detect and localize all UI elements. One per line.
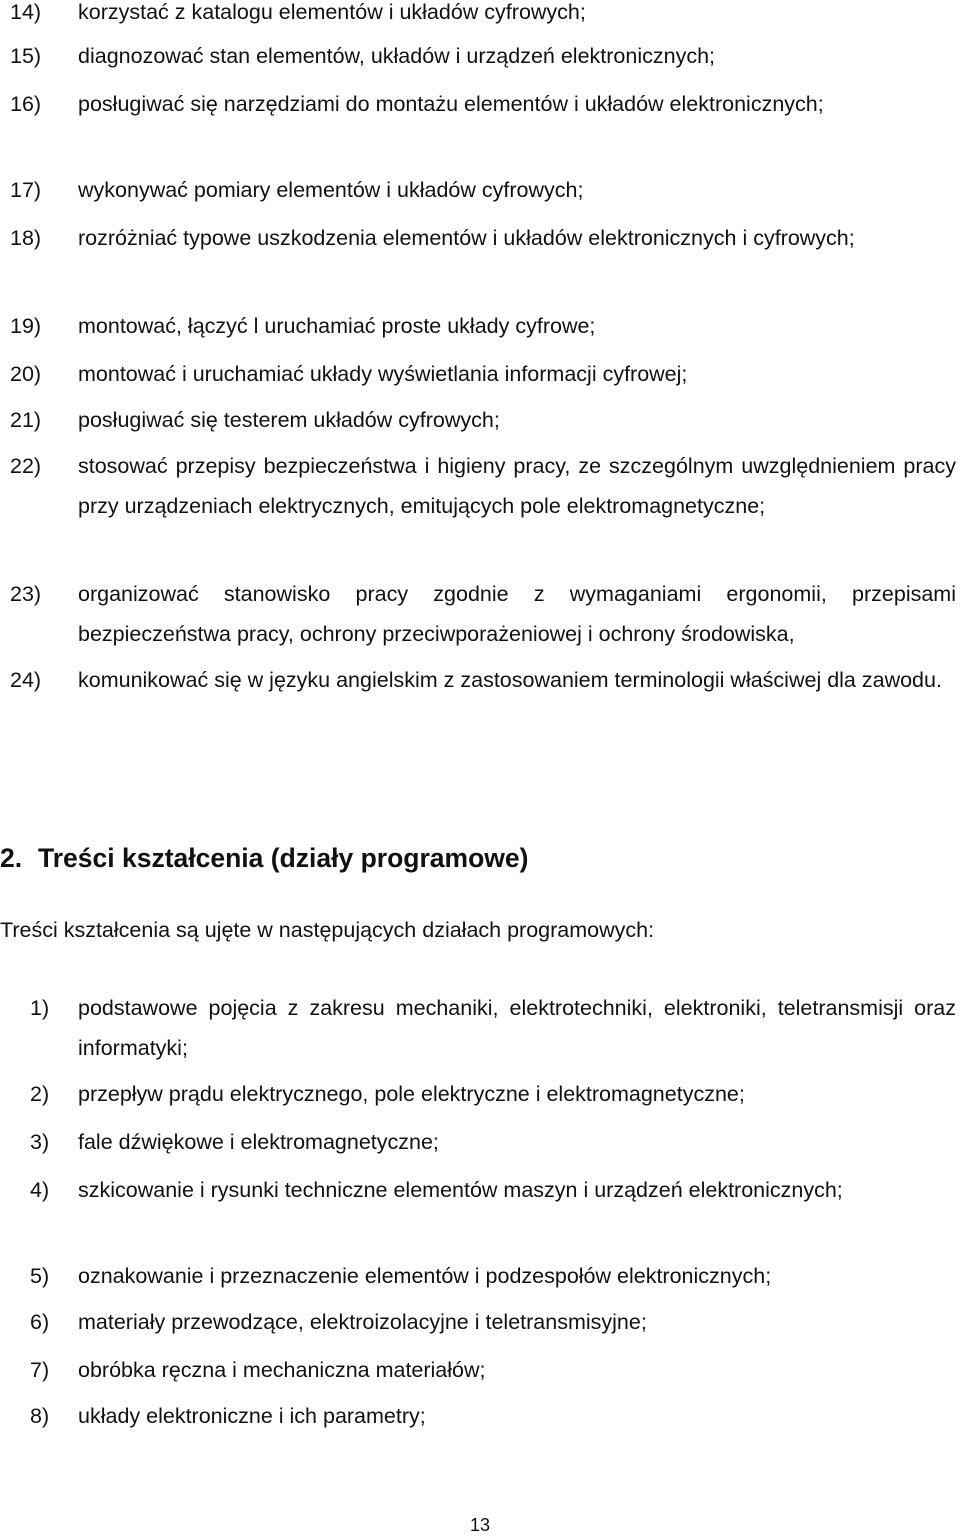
- list-item-number: 6): [30, 1310, 50, 1334]
- list-item-text: wykonywać pomiary elementów i układów cyfrowych;: [78, 178, 584, 202]
- list-item-number: 24): [10, 668, 42, 692]
- section-intro: Treści kształcenia są ujęte w następujących działach programowych:: [0, 918, 655, 942]
- list-item-text: diagnozować stan elementów, układów i urządzeń elektronicznych;: [78, 44, 716, 68]
- list-item-number: 5): [30, 1264, 50, 1288]
- list-item-number: 21): [10, 408, 42, 432]
- list-item-text: oznakowanie i przeznaczenie elementów i podzespołów elektronicznych;: [78, 1264, 772, 1288]
- list-item-text: montować i uruchamiać układy wyświetlania informacji cyfrowej;: [78, 362, 688, 386]
- list-item-number: 17): [10, 178, 42, 202]
- list-item-number: 7): [30, 1358, 50, 1382]
- list-item-text: układy elektroniczne i ich parametry;: [78, 1404, 426, 1428]
- list-item-number: 23): [10, 582, 42, 606]
- list-item-number: 2): [30, 1082, 50, 1106]
- list-item-text: organizować stanowisko pracy zgodnie z wymaganiami ergonomii, przepisami bezpieczeństwa pracy, ochrony przeciwporażeniowej i ochrony środowiska,: [78, 582, 956, 646]
- list-item-number: 4): [30, 1178, 50, 1202]
- list-item-text: obróbka ręczna i mechaniczna materiałów;: [78, 1358, 486, 1382]
- list-item-text: korzystać z katalogu elementów i układów cyfrowych;: [78, 0, 586, 24]
- section-title: Treści kształcenia (działy programowe): [38, 843, 529, 873]
- list-item-number: 3): [30, 1130, 50, 1154]
- list-item-text: stosować przepisy bezpieczeństwa i higieny pracy, ze szczególnym uwzględnieniem pracy przy urządzeniach elektrycznych, emitujących pole elektromagnetyczne;: [78, 454, 956, 518]
- list-item-text: komunikować się w języku angielskim z zastosowaniem terminologii właściwej dla zawodu.: [78, 668, 942, 692]
- list-item-number: 16): [10, 92, 42, 116]
- list-item-text: posługiwać się narzędziami do montażu elementów i układów elektronicznych;: [78, 92, 824, 116]
- list-item-text: montować, łączyć l uruchamiać proste układy cyfrowe;: [78, 314, 596, 338]
- list-item-number: 15): [10, 44, 42, 68]
- list-item-number: 1): [30, 996, 50, 1020]
- list-item-text: podstawowe pojęcia z zakresu mechaniki, elektrotechniki, elektroniki, teletransmisji oraz informatyki;: [78, 996, 956, 1060]
- list-item-text: rozróżniać typowe uszkodzenia elementów i układów elektronicznych i cyfrowych;: [78, 226, 855, 250]
- section-number: 2.: [0, 843, 23, 873]
- section-heading: [0, 838, 528, 878]
- list-item-number: 14): [10, 0, 42, 24]
- list-item-number: 19): [10, 314, 42, 338]
- list-item-text: materiały przewodzące, elektroizolacyjne i teletransmisyjne;: [78, 1310, 647, 1334]
- list-item-text: fale dźwiękowe i elektromagnetyczne;: [78, 1130, 439, 1154]
- list-item-text: przepływ prądu elektrycznego, pole elektryczne i elektromagnetyczne;: [78, 1082, 745, 1106]
- list-item-number: 18): [10, 226, 42, 250]
- page-number: 13: [469, 1515, 491, 1535]
- list-item-number: 20): [10, 362, 42, 386]
- list-item-number: 22): [10, 454, 42, 478]
- list-item-text: posługiwać się testerem układów cyfrowych;: [78, 408, 500, 432]
- list-item-number: 8): [30, 1404, 50, 1428]
- list-item-text: szkicowanie i rysunki techniczne elementów maszyn i urządzeń elektronicznych;: [78, 1178, 843, 1202]
